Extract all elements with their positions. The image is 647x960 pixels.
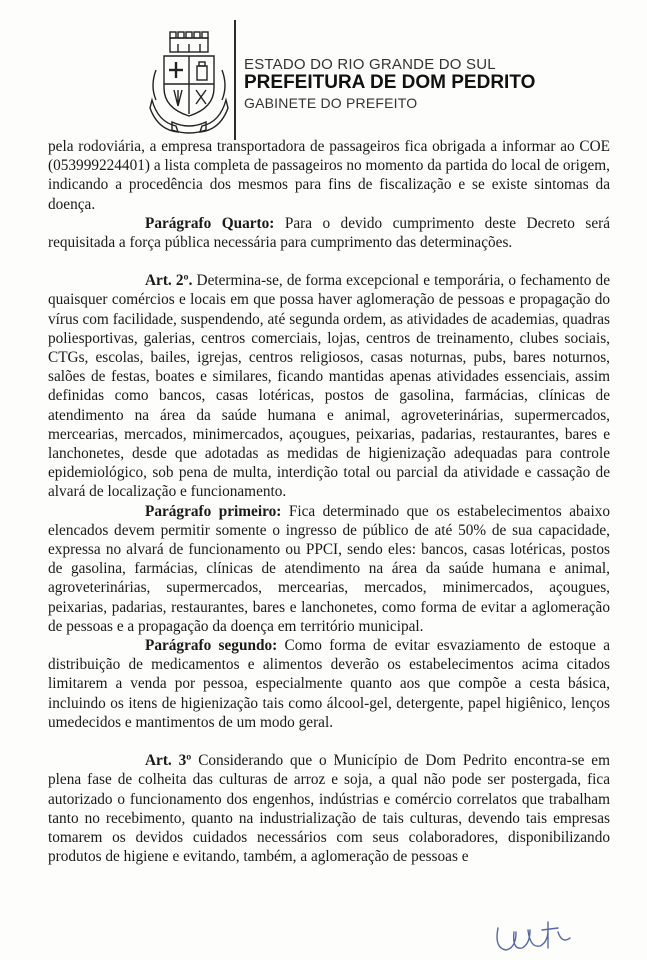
municipal-coat-of-arms-icon: [148, 30, 230, 138]
article-2-text: Determina-se, de forma excepcional e temporária, o fechamento de quaisquer comércios e locais em que possa haver aglomeração de pessoas e propagação do vírus com facilidade, suspendendo, até segunda ordem, as atividades de academias, quadras poliesportivas, galerias, centros comerciais, lojas, centros de treinamento, clubes sociais, CTGs, escolas, bailes, igrejas, centros religiosos, casas noturnas, pubs, bares noturnos, salões de festas, boates e similares, ficando mantidas apenas atividades essenciais, assim definidas como bancos, casas lotéricas, postos de gasolina, farmácias, clínicas de atendimento na área da saúde humana e animal, agroveterinárias, supermercados, mercearias, mercados, minimercados, açougues, peixarias, padarias, restaurantes, bares e lanchonetes, desde que adotadas as medidas de higienização adequadas para controle epidemiológico, sob pena de multa, interdição total ou parcial da atividade e cassação de alvará de localização e funcionamento.: [48, 272, 610, 501]
article-2-label: Art. 2º.: [145, 272, 193, 290]
paragraph-primeiro: [48, 502, 610, 636]
paragraph-segundo-text: Como forma de evitar esvaziamento de estoque a distribuição de medicamentos e alimentos deverão os estabelecimentos acima citados limitarem a venda por pessoa, especialmente quanto aos que compõe a cesta básica, incluindo os itens de higienização tais como álcool-gel, detergente, papel higiênico, lenços umedecidos e mantimentos de um modo geral.: [48, 637, 610, 731]
paragraph-primeiro-text: Fica determinado que os estabelecimentos abaixo elencados devem permitir somente o ingresso de público de até 50% de sua capacidade, expressa no alvará de funcionamento ou PPCI, sendo eles: bancos, casas lotéricas, postos de gasolina, farmácias, clínicas de atendimento na área da saúde humana e animal, agroveterinárias, supermercados, mercearias, mercados, minimercados, açougues, peixarias, padarias, restaurantes, bares e lanchonetes, como forma de evitar a aglomeração de pessoas e a propagação da doença em território municipal.: [48, 502, 611, 635]
paragraph-quarto-label: Parágrafo Quarto:: [145, 214, 275, 232]
article-3: [48, 751, 610, 866]
handwritten-initials-icon: [492, 908, 572, 956]
paragraph-quarto: [48, 214, 610, 252]
article-2: [48, 271, 610, 501]
article-3-text: Considerando que o Município de Dom Pedrito encontra-se em plena fase de colheita das culturas de arroz e soja, a qual não pode ser postergada, fica autorizado o funcionamento dos engenhos, indústrias e comércio correlatos que trabalham tanto no recebimento, quanto na industrialização de tais culturas, devendo tais empresas tomarem os devidos cuidados necessários com seus colaboradores, disponibilizando produtos de higiene e evitando, também, a aglomeração de pessoas e: [48, 752, 610, 866]
paragraph-quarto-text: Para o devido cumprimento deste Decreto será requisitada a força pública necessária para cumprimento das determinações.: [48, 214, 610, 252]
paragraph-segundo: [48, 636, 610, 732]
article-3-label: Art. 3º: [145, 752, 192, 770]
decree-body: [48, 137, 610, 866]
paragraph-segundo-label: Parágrafo segundo:: [145, 637, 278, 655]
office-name: GABINETE DO PREFEITO: [244, 95, 418, 111]
letterhead: [0, 0, 647, 140]
paragraph-continuation: pela rodoviária, a empresa transportadora de passageiros fica obrigada a informar ao COE (053999224401) a lista completa de passageiros no momento da partida do local de origem, indicando a procedência dos mesmos para fins de fiscalização e se existe sintomas da doença.: [48, 138, 610, 213]
state-name: ESTADO DO RIO GRANDE DO SUL: [244, 56, 496, 73]
header-divider: [234, 20, 236, 140]
prefecture-name: PREFEITURA DE DOM PEDRITO: [244, 72, 536, 93]
paragraph-primeiro-label: Parágrafo primeiro:: [145, 502, 282, 520]
